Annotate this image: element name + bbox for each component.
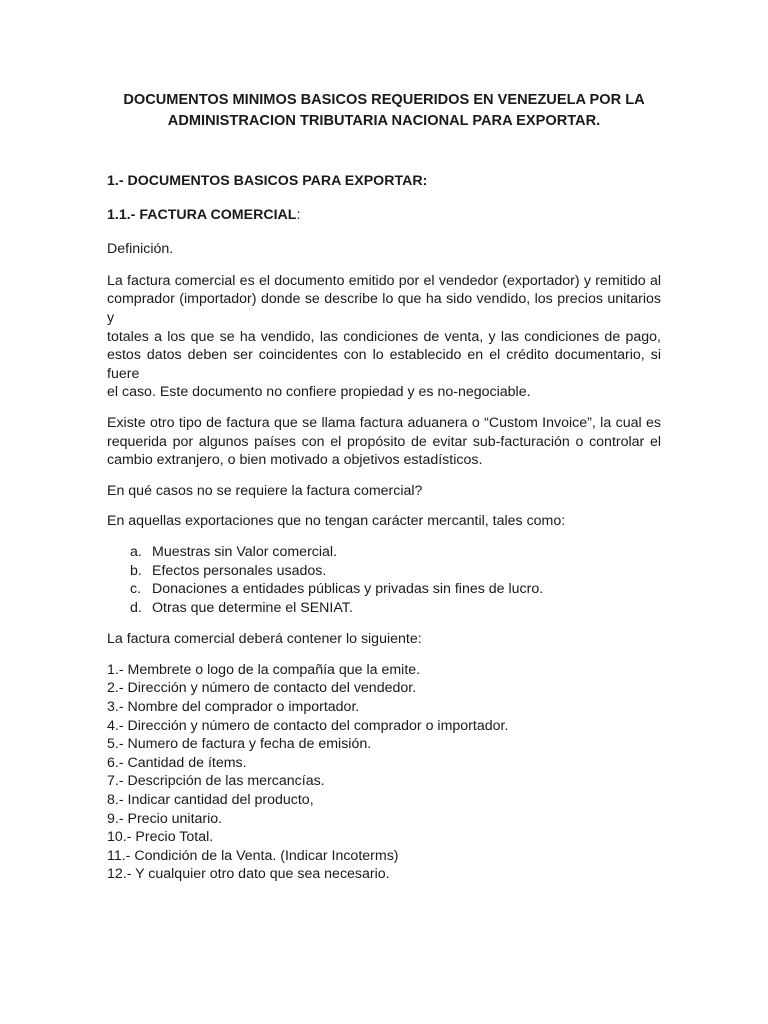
contents-list (107, 661, 661, 884)
sub-heading-title: 1.1.- FACTURA COMERCIAL (107, 206, 297, 223)
list-item: 3.- Nombre del comprador o importador. (107, 699, 360, 716)
list-item-text: Muestras sin Valor comercial. (152, 543, 338, 560)
sub-heading-suffix: : (296, 206, 301, 223)
list-item: 11.- Condición de la Venta. (Indicar Incoterms) (107, 847, 399, 864)
list-marker: b. (130, 562, 142, 579)
list-item (107, 543, 661, 562)
section-heading: 1.- DOCUMENTOS BASICOS PARA EXPORTAR: (107, 173, 428, 189)
list-item: 5.- Numero de factura y fecha de emisión. (107, 736, 372, 753)
paragraph-line: requerida por algunos países con el propósito de evitar sub-facturación o controlar el (107, 433, 661, 450)
paragraph-custom-invoice (107, 414, 661, 470)
paragraph-line: estos datos deben ser coincidentes con lo establecido en el crédito documentario, si fuere (107, 347, 661, 382)
paragraph-line: cambio extranjero, o bien motivado a objetivos estadísticos. (107, 452, 483, 469)
paragraph-definition (107, 272, 661, 402)
list-item: 4.- Dirección y número de contacto del comprador o importador. (107, 717, 509, 734)
list-item-text: Donaciones a entidades públicas y privadas sin fines de lucro. (152, 581, 544, 598)
list-item (107, 580, 661, 599)
title-line-1: DOCUMENTOS MINIMOS BASICOS REQUERIDOS EN VENEZUELA POR LA (123, 92, 645, 108)
paragraph-line: totales a los que se ha vendido, las condiciones de venta, y las condiciones de pago, (107, 328, 661, 345)
list-item: 12.- Y cualquier otro dato que sea necesario. (107, 866, 390, 883)
list-item: 10.- Precio Total. (107, 829, 214, 846)
definition-label: Definición. (107, 241, 174, 258)
list-marker: d. (130, 599, 142, 616)
list-item-text: Otras que determine el SENIAT. (152, 599, 353, 616)
list-item: 2.- Dirección y número de contacto del vendedor. (107, 680, 417, 697)
list-item (107, 562, 661, 581)
paragraph-line: La factura comercial es el documento emitido por el vendedor (exportador) y remitido al (107, 272, 661, 289)
list-item: 7.- Descripción de las mercancías. (107, 773, 325, 790)
question-text: En qué casos no se requiere la factura comercial? (107, 482, 423, 499)
sub-heading (107, 206, 661, 225)
title-line-2: ADMINISTRACION TRIBUTARIA NACIONAL PARA EXPORTAR. (167, 113, 601, 129)
list-item: 1.- Membrete o logo de la compañía que la emite. (107, 661, 421, 678)
exceptions-list (107, 543, 661, 617)
document-title (107, 90, 661, 132)
paragraph-line: el caso. Este documento no confiere propiedad y es no-negociable. (107, 384, 531, 401)
document-page (107, 90, 661, 884)
paragraph-line: Existe otro tipo de factura que se llama factura aduanera o “Custom Invoice”, la cual es (107, 414, 661, 431)
contents-intro: La factura comercial deberá contener lo siguiente: (107, 631, 422, 648)
list-item: 6.- Cantidad de ítems. (107, 754, 247, 771)
list-item: 8.- Indicar cantidad del producto, (107, 792, 314, 809)
list-item (107, 599, 661, 618)
paragraph-line: comprador (importador) donde se describe lo que ha sido vendido, los precios unitarios y (107, 291, 661, 326)
answer-intro: En aquellas exportaciones que no tengan carácter mercantil, tales como: (107, 513, 566, 530)
list-marker: c. (130, 581, 142, 598)
list-item: 9.- Precio unitario. (107, 810, 223, 827)
list-item-text: Efectos personales usados. (152, 562, 327, 579)
list-marker: a. (130, 543, 142, 560)
